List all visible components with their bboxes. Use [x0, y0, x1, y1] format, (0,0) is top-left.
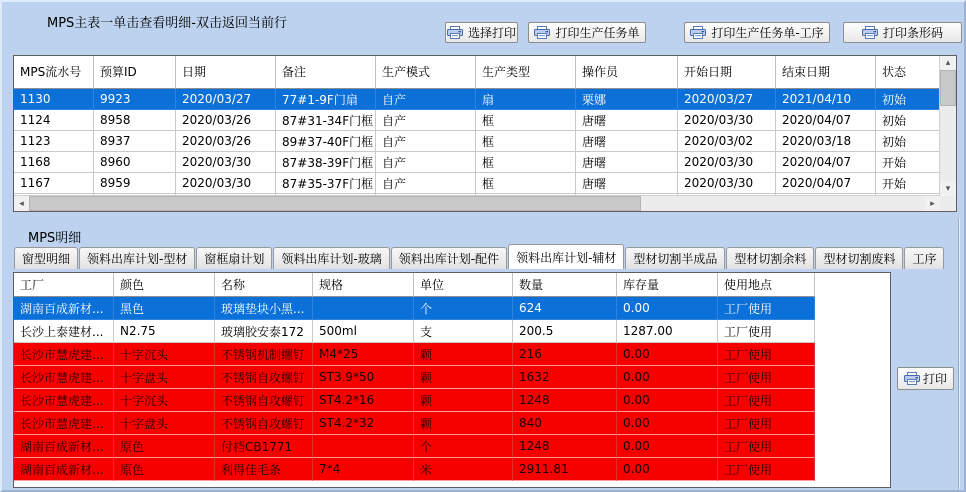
cell: 2911.81 — [513, 458, 617, 481]
cell: 个 — [414, 435, 513, 458]
cell: 87#31-34F门框 — [276, 110, 376, 131]
table-row-0[interactable] — [14, 89, 940, 110]
cell: 工厂使用 — [718, 320, 815, 343]
cell: ST3.9*50 — [313, 366, 414, 389]
cell: 200.5 — [513, 320, 617, 343]
cell: 8958 — [94, 110, 176, 131]
cell: 89#37-40F门框 — [276, 131, 376, 152]
tab-0[interactable] — [14, 247, 78, 269]
mps-detail-grid — [13, 272, 891, 488]
table-row-4[interactable] — [14, 173, 940, 194]
scrollbar-corner — [940, 196, 956, 211]
cell: 自产 — [376, 89, 476, 110]
tab-9[interactable] — [904, 247, 944, 269]
panel-edge-highlight — [959, 218, 960, 489]
tab-label: 窗框扇计划 — [204, 252, 265, 266]
header-row — [14, 56, 940, 89]
cell: 2020/03/18 — [776, 131, 876, 152]
column-header-9[interactable]: 状态 — [876, 56, 940, 89]
column-header-0[interactable]: MPS流水号 — [14, 56, 94, 89]
button-label: 选择打印 — [467, 26, 516, 40]
cell: 唐曙 — [576, 110, 678, 131]
vertical-scroll-track[interactable] — [940, 106, 956, 182]
cell: 500ml — [313, 320, 414, 343]
cell: 原色 — [114, 435, 215, 458]
column-header-0[interactable]: 工厂 — [14, 273, 114, 297]
cell: 0.00 — [617, 366, 718, 389]
main-table-title: MPS主表一单击查看明细-双击返回当前行 — [47, 16, 287, 31]
cell: 玻璃胶安泰172 — [215, 320, 313, 343]
tab-1[interactable] — [79, 247, 195, 269]
cell: 栗娜 — [576, 89, 678, 110]
cell: 颗 — [414, 343, 513, 366]
cell: 87#35-37F门框 — [276, 173, 376, 194]
cell — [313, 297, 414, 320]
cell: 216 — [513, 343, 617, 366]
cell: 长沙市慧虎建... — [14, 389, 114, 412]
cell: 1287.00 — [617, 320, 718, 343]
cell: 工厂使用 — [718, 343, 815, 366]
cell: 不锈钢自攻螺钉 — [215, 389, 313, 412]
cell: 1130 — [14, 89, 94, 110]
column-header-5[interactable]: 数量 — [513, 273, 617, 297]
cell: 十字沉头 — [114, 389, 215, 412]
column-header-1[interactable]: 预算ID — [94, 56, 176, 89]
table-row-7[interactable] — [14, 458, 890, 481]
cell: ST4.2*32 — [313, 412, 414, 435]
table-row-3[interactable] — [14, 366, 890, 389]
tab-6[interactable] — [625, 247, 725, 269]
cell: 2020/04/07 — [776, 173, 876, 194]
table-row-0[interactable] — [14, 297, 890, 320]
column-header-3[interactable]: 规格 — [313, 273, 414, 297]
cell: 0.00 — [617, 458, 718, 481]
cell: 颗 — [414, 412, 513, 435]
column-header-2[interactable]: 名称 — [215, 273, 313, 297]
table-row-3[interactable] — [14, 152, 940, 173]
printer-icon — [690, 26, 706, 39]
detail-tab-bar — [14, 246, 945, 269]
tab-label: 型材切割废料 — [823, 252, 896, 266]
cell: 2020/03/26 — [176, 131, 276, 152]
cell: 十字盘头 — [114, 366, 215, 389]
column-header-2[interactable]: 日期 — [176, 56, 276, 89]
cell: 框 — [476, 131, 576, 152]
column-header-7[interactable]: 开始日期 — [678, 56, 776, 89]
cell: 9923 — [94, 89, 176, 110]
tab-label: 领料出库计划-型材 — [87, 252, 188, 266]
cell: 77#1-9F门扇 — [276, 89, 376, 110]
cell: 2020/03/30 — [678, 152, 776, 173]
cell: 唐曙 — [576, 173, 678, 194]
print-barcode-button[interactable] — [843, 22, 962, 43]
detail-print-label: 打印 — [923, 372, 948, 386]
cell: 颗 — [414, 389, 513, 412]
cell: 湖南百成新材... — [14, 297, 114, 320]
cell: 自产 — [376, 110, 476, 131]
cell: 2020/03/30 — [176, 173, 276, 194]
cell: 工厂使用 — [718, 297, 815, 320]
cell: 2020/03/30 — [176, 152, 276, 173]
horizontal-scroll-track[interactable] — [641, 196, 925, 211]
cell: 1123 — [14, 131, 94, 152]
cell: 自产 — [376, 152, 476, 173]
cell: 8937 — [94, 131, 176, 152]
button-label: 打印生产任务单-工序 — [711, 26, 824, 40]
cell: 2020/03/27 — [176, 89, 276, 110]
scroll-down-button[interactable]: ▾ — [940, 182, 956, 196]
cell: 2020/04/07 — [776, 110, 876, 131]
cell: 87#38-39F门框 — [276, 152, 376, 173]
cell: 扇 — [476, 89, 576, 110]
cell: 十字盘头 — [114, 412, 215, 435]
cell: 开始 — [876, 173, 940, 194]
column-header-1[interactable]: 颜色 — [114, 273, 215, 297]
column-header-8[interactable]: 结束日期 — [776, 56, 876, 89]
cell: 2020/03/30 — [678, 173, 776, 194]
printer-icon — [862, 26, 878, 39]
cell: 不锈钢自攻螺钉 — [215, 412, 313, 435]
tab-label: 工序 — [912, 252, 937, 266]
scroll-up-button[interactable]: ▴ — [940, 56, 956, 70]
cell: 2020/04/07 — [776, 152, 876, 173]
cell: 框 — [476, 173, 576, 194]
cell: 0.00 — [617, 343, 718, 366]
cell: 框 — [476, 110, 576, 131]
main-grid-vertical-scrollbar[interactable] — [939, 56, 956, 196]
tab-2[interactable] — [196, 247, 272, 269]
cell: 不锈钢自攻螺钉 — [215, 366, 313, 389]
cell: 1168 — [14, 152, 94, 173]
column-header-6[interactable]: 操作员 — [576, 56, 678, 89]
cell: 长沙市慧虎建... — [14, 412, 114, 435]
cell: 付档CB1771 — [215, 435, 313, 458]
table-row-2[interactable] — [14, 343, 890, 366]
cell: 湖南百成新材... — [14, 458, 114, 481]
table-row-6[interactable] — [14, 435, 890, 458]
horizontal-scroll-thumb[interactable] — [29, 196, 641, 211]
cell: 1248 — [513, 389, 617, 412]
cell: 自产 — [376, 173, 476, 194]
print-production-task-process-button[interactable] — [684, 22, 830, 43]
table-row-4[interactable] — [14, 389, 890, 412]
tab-label: 型材切割余料 — [734, 252, 807, 266]
cell: 2020/03/30 — [678, 110, 776, 131]
cell — [313, 435, 414, 458]
cell: 唐曙 — [576, 152, 678, 173]
cell: 个 — [414, 297, 513, 320]
tab-3[interactable] — [273, 247, 389, 269]
tab-7[interactable] — [726, 247, 814, 269]
cell: 0.00 — [617, 435, 718, 458]
cell: 米 — [414, 458, 513, 481]
table-row-5[interactable] — [14, 412, 890, 435]
cell: 十字沉头 — [114, 343, 215, 366]
column-header-7[interactable]: 使用地点 — [718, 273, 815, 297]
cell: 初始 — [876, 89, 940, 110]
cell: 工厂使用 — [718, 366, 815, 389]
cell: 工厂使用 — [718, 435, 815, 458]
cell: 原色 — [114, 458, 215, 481]
cell: 工厂使用 — [718, 389, 815, 412]
tab-label: 领料出库计划-配件 — [398, 252, 500, 266]
detail-print-button[interactable] — [897, 367, 954, 390]
cell: 2021/04/10 — [776, 89, 876, 110]
table-row-1[interactable] — [14, 320, 890, 343]
cell: 初始 — [876, 110, 940, 131]
column-header-5[interactable]: 生产类型 — [476, 56, 576, 89]
button-label: 打印生产任务单 — [555, 26, 640, 40]
cell: 工厂使用 — [718, 458, 815, 481]
cell: 工厂使用 — [718, 412, 815, 435]
cell: 长沙市慧虎建... — [14, 343, 114, 366]
cell: 自产 — [376, 131, 476, 152]
table-row-2[interactable] — [14, 131, 940, 152]
cell: 唐曙 — [576, 131, 678, 152]
cell: 1124 — [14, 110, 94, 131]
column-header-4[interactable]: 单位 — [414, 273, 513, 297]
tab-8[interactable] — [815, 247, 903, 269]
panel-edge — [958, 218, 959, 489]
tab-label: 窗型明细 — [22, 252, 71, 266]
mps-main-grid-body — [14, 56, 940, 196]
cell: 不锈钢机制螺钉 — [215, 343, 313, 366]
cell: 湖南百成新材... — [14, 435, 114, 458]
mps-detail-grid-body — [14, 273, 890, 487]
cell: ST4.2*16 — [313, 389, 414, 412]
table-row-1[interactable] — [14, 110, 940, 131]
cell: 1248 — [513, 435, 617, 458]
cell: 0.00 — [617, 412, 718, 435]
cell: 2020/03/26 — [176, 110, 276, 131]
tab-label: 领料出库计划-辅材 — [516, 250, 617, 265]
mps-main-grid — [13, 55, 957, 212]
cell: 黑色 — [114, 297, 215, 320]
printer-icon — [904, 372, 920, 385]
print-production-task-button[interactable] — [528, 22, 646, 43]
cell: 7*4 — [313, 458, 414, 481]
printer-icon — [534, 26, 550, 39]
button-label: 打印条形码 — [882, 26, 943, 40]
column-header-3[interactable]: 备注 — [276, 56, 376, 89]
cell: 开始 — [876, 152, 940, 173]
cell: 840 — [513, 412, 617, 435]
vertical-scroll-thumb[interactable] — [940, 70, 956, 106]
cell: 支 — [414, 320, 513, 343]
cell: 8959 — [94, 173, 176, 194]
cell: N2.75 — [114, 320, 215, 343]
cell: 0.00 — [617, 389, 718, 412]
tab-4[interactable] — [391, 247, 507, 269]
cell: 2020/03/02 — [678, 131, 776, 152]
cell: 1632 — [513, 366, 617, 389]
column-header-4[interactable]: 生产模式 — [376, 56, 476, 89]
cell: 1167 — [14, 173, 94, 194]
tab-5[interactable] — [508, 244, 624, 269]
cell: 8960 — [94, 152, 176, 173]
tab-label: 领料出库计划-玻璃 — [281, 252, 382, 266]
printer-icon — [447, 26, 463, 39]
scroll-left-button[interactable]: ◂ — [14, 196, 29, 211]
cell: M4*25 — [313, 343, 414, 366]
cell: 玻璃垫块小黑... — [215, 297, 313, 320]
column-header-6[interactable]: 库存量 — [617, 273, 718, 297]
cell: 0.00 — [617, 297, 718, 320]
scroll-right-button[interactable]: ▸ — [925, 196, 940, 211]
cell: 初始 — [876, 131, 940, 152]
tab-label: 型材切割半成品 — [633, 252, 718, 266]
cell: 颗 — [414, 366, 513, 389]
cell: 长沙上泰建材... — [14, 320, 114, 343]
cell: 利得佳毛条 — [215, 458, 313, 481]
cell: 长沙市慧虎建... — [14, 366, 114, 389]
main-grid-horizontal-scrollbar[interactable] — [14, 195, 940, 211]
cell: 框 — [476, 152, 576, 173]
cell: 624 — [513, 297, 617, 320]
header-row — [14, 273, 890, 297]
cell: 2020/03/27 — [678, 89, 776, 110]
detail-section-title: MPS明细 — [28, 231, 82, 246]
select-print-button[interactable] — [445, 22, 518, 43]
